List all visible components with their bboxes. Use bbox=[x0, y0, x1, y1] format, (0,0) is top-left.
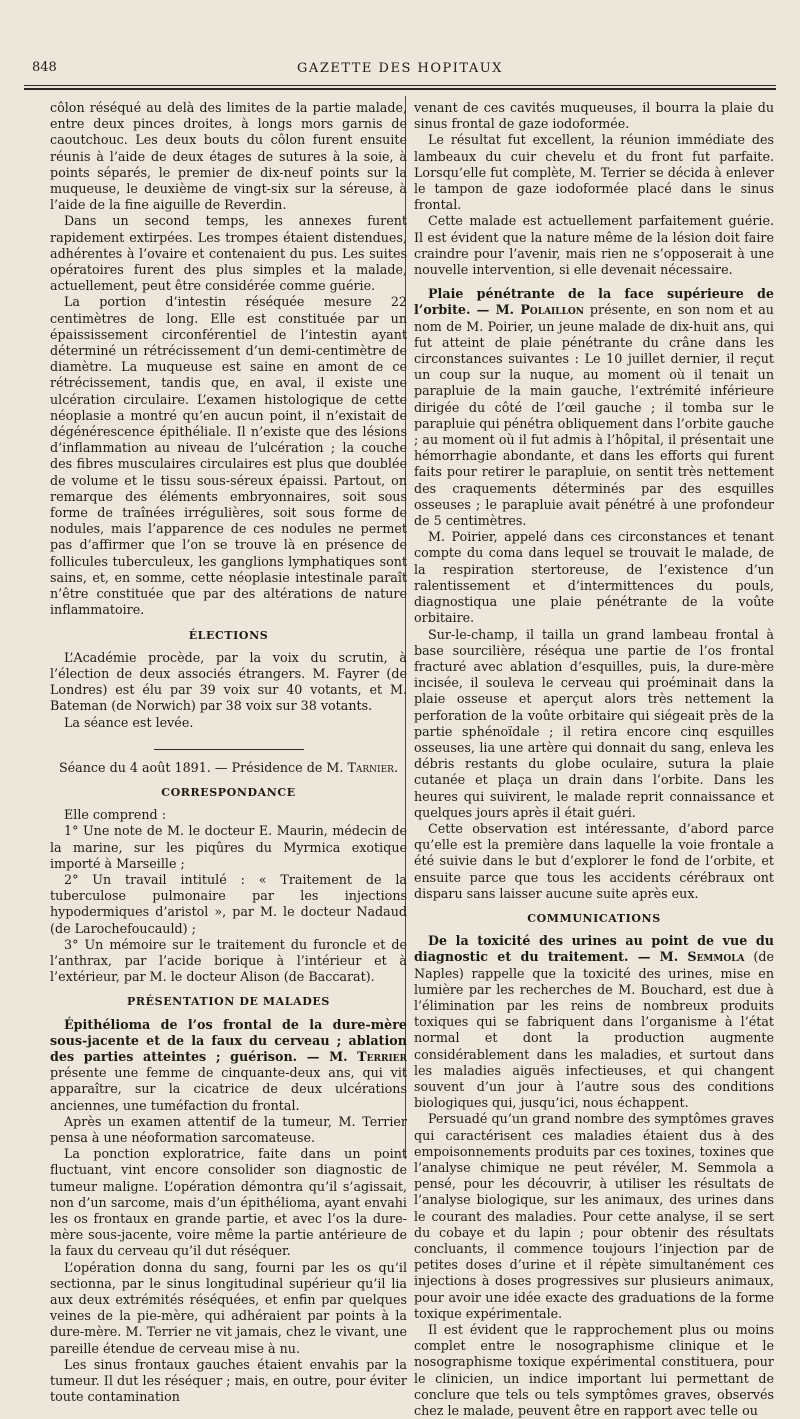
section-heading-presentation: PRÉSENTATION DE MALADES bbox=[127, 995, 330, 1009]
seance-date: Séance du 4 août 1891. — Présidence de M. bbox=[58, 759, 348, 775]
paragraph: L’opération donna du sang, fourni par les os qu’il sectionna, par le sinus longitudinal supérieur qu’il lia aux deux extrémités réséquées, et enfin par quelques veines de la pie-mère, qui adhéraient par points à la dure-mère. M. Terrier ne vit jamais, chez le vivant, une pareille étendue de cerveau mise à nu. bbox=[50, 1259, 407, 1356]
list-item: 3° Un mémoire sur le traitement du furoncle et de l’anthrax, par l’acide borique à l’intérieur et à l’extérieur, par M. le docteur Alison (de Baccarat). bbox=[50, 936, 407, 985]
article-heading: Plaie pénétrante de la face supérieure de l’orbite. — bbox=[414, 286, 774, 318]
paragraph: Les sinus frontaux gauches étaient envahis par la tumeur. Il dut les réséquer ; mais, en outre, pour éviter toute contamination bbox=[50, 1356, 407, 1405]
page-header bbox=[24, 60, 776, 86]
paragraph: La séance est levée. bbox=[64, 714, 194, 730]
article-heading: Épithélioma de l’os frontal de la dure-mère sous-jacente et de la faux du cerveau ; ablation des parties atteintes ; guérison. — bbox=[50, 1016, 407, 1064]
author-name: M. Semmola bbox=[659, 949, 745, 965]
paragraph: Après un examen attentif de la tumeur, M. Terrier pensa à une néoformation sarcomateuse. bbox=[50, 1113, 407, 1145]
seance-president: Tarnier. bbox=[347, 759, 398, 775]
paragraph: M. Poirier, appelé dans ces circonstances et tenant compte du coma dans lequel se trouvait le malade, de la respiration stertoreuse, de l’existence d’un ralentissement et d’intermittences du pouls, diagnostiqua une plaie pénétrante de la voûte orbitaire. bbox=[414, 529, 774, 626]
author-name: M. Terrier bbox=[329, 1048, 407, 1064]
header-rule-thin bbox=[24, 85, 776, 86]
paragraph: Dans un second temps, les annexes furent rapidement extirpées. Les trompes étaient distendues, adhérentes à l’ovaire et contenaient du pus. Les suites opératoires furent des plus simples et la malade, actuellement, peut être considérée comme guérie. bbox=[50, 213, 407, 294]
paragraph: La ponction exploratrice, faite dans un point fluctuant, vint encore consolider son diagnostic de tumeur maligne. L’opération démontra qu’il s’agissait, non d’un sarcome, mais d’un épithélioma, ayant envahi les os frontaux en grande partie, et avec l’os la dure-mère sous-jacente, voire même la partie antérieure de la faux du cerveau qu’il dut réséquer. bbox=[50, 1146, 407, 1259]
left-column bbox=[50, 100, 407, 1405]
journal-title: GAZETTE DES HOPITAUX bbox=[297, 61, 503, 76]
author-name: M. Polaillon bbox=[495, 302, 584, 318]
seance-line bbox=[50, 760, 407, 776]
paragraph: Sur-le-champ, il tailla un grand lambeau frontal à base sourcilière, réséqua une partie de l’os frontal fracturé avec ablation d’esquilles, puis, la dure-mère incisée, il souleva le cerveau qui proéminait dans la plaie osseuse et aperçut alors très nettement la perforation de la voûte orbitaire qui siégeait près de la partie sphénoïdale ; il retira encore cinq esquilles osseuses, lia une artère qui donnait du sang, enleva les débris restants du globe oculaire, sutura la plaie cutanée et plaça un drain dans l’orbite. Dans les heures qui suivirent, le malade reprit connaissance et quelques jours après il était guéri. bbox=[414, 626, 774, 820]
paragraph: Il est évident que le rapprochement plus ou moins complet entre le nosographisme clinique et le nosographisme toxique expérimental constituera, pour le clinicien, un indice important lui permettant de conclure que tels ou tels symptômes graves, observés chez le malade, peuvent être en rapport avec telle ou bbox=[414, 1322, 774, 1419]
section-heading-correspondance: CORRESPONDANCE bbox=[161, 785, 296, 799]
article-heading: De la toxicité des urines au point de vue du diagnostic et du traitement. — bbox=[414, 933, 774, 965]
paragraph: La portion d’intestin réséquée mesure 22 centimètres de long. Elle est constituée par un épaississement circonférentiel de l’intestin ayant déterminé un rétrécissement d’un demi-centimètre de diamètre. La muqueuse est saine en amont de ce rétrécissement, tandis que, en aval, il existe une ulcération circulaire. L’examen histologique de cette néoplasie a montré qu’en aucun point, il n’existait de dégénérescence épithéliale. Il n’existe que des lésions d’inflammation au niveau de l’ulcération ; la couche des fibres musculaires circulaires est plus que doublée de volume et le tissu sous-séreux épaissi. Partout, on remarque des éléments embryonnaires, soit sous forme de traînées irrégulières, soit sous forme de nodules, mais l’apparence de ces nodules ne permet pas d’affirmer que l’on se trouve là en présence de follicules tuberculeux, les ganglions lymphatiques sont sains, et, en somme, cette néoplasie intestinale paraît n’être constituée que par des altérations de nature inflammatoire. bbox=[50, 294, 407, 618]
section-heading-elections: ÉLECTIONS bbox=[188, 628, 269, 642]
paragraph: Cette observation est intéressante, d’abord parce qu’elle est la première dans laquelle la voie frontale a été suivie dans le but d’explorer le fond de l’orbite, et ensuite parce que tous les accidents cérébraux ont disparu sans laisser aucune suite après eux. bbox=[414, 820, 774, 901]
list-item: 2° Un travail intitulé : « Traitement de la tuberculose pulmonaire par les injections hypodermiques d’aristol », par M. le docteur Nadaud (de Larochefoucauld) ; bbox=[50, 871, 407, 936]
spacer bbox=[414, 278, 774, 286]
paragraph-text: présente, en son nom et au nom de M. Poirier, un jeune malade de dix-huit ans, qui fut atteint de plaie pénétrante du crâne dans les circonstances suivantes : Le 10 juillet dernier, il reçut un coup sur la nuque, au moment où il tenait un parapluie de la main gauche, l’extrémité inférieure dirigée du côté de l’œil gauche ; il tomba sur le parapluie qui pénétra obliquement dans l’orbite gauche ; au moment où il fut admis à l’hôpital, il présentait une hémorrhagie abondante, et dans les efforts qui furent faits pour retirer le parapluie, on sentit très nettement des craquements déterminés par des esquilles osseuses ; le parapluie avait pénétré à une profondeur de 5 centimètres. bbox=[414, 302, 774, 529]
paragraph: L’Académie procède, par la voix du scrutin, à l’élection de deux associés étrangers. M. Fayrer (de Londres) est élu par 39 voix sur 40 votants, et M. Bateman (de Norwich) par 38 voix sur 38 votants. bbox=[50, 649, 407, 714]
paragraph bbox=[414, 933, 774, 1111]
paragraph bbox=[50, 1017, 407, 1114]
page-number: 848 bbox=[32, 60, 57, 75]
paragraph: venant de ces cavités muqueuses, il bourra la plaie du sinus frontal de gaze iodoformée. bbox=[414, 100, 774, 132]
list-item: 1° Une note de M. le docteur E. Maurin, médecin de la marine, sur les piqûres du Myrmica exotique importé à Marseille ; bbox=[50, 823, 407, 871]
section-heading-communications: COMMUNICATIONS bbox=[527, 911, 661, 925]
paragraph: côlon réséqué au delà des limites de la partie malade, entre deux pinces droites, à longs mors garnis de caoutchouc. Les deux bouts du côlon furent ensuite réunis à l’aide de deux étages de sutures à la soie, à points séparés, le premier de dix-neuf points sur la muqueuse, le deuxième de vingt-six sur la séreuse, à l’aide de la fine aiguille de Reverdin. bbox=[50, 100, 407, 213]
paragraph: Elle comprend : bbox=[64, 807, 166, 823]
paragraph: Le résultat fut excellent, la réunion immédiate des lambeaux du cuir chevelu et du front fut parfaite. Lorsqu’elle fut complète, M. Terrier se décida à enlever le tampon de gaze iodoformée placé dans le sinus frontal. bbox=[414, 132, 774, 213]
paragraph-text: (de Naples) rappelle que la toxicité des urines, mise en lumière par les recherches de M. Bouchard, est due à l’élimination par les reins de nombreux produits toxiques qui se fabriquent dans l’organisme à l’état normal et dont la production augmente considérablement dans les maladies, et surtout dans les maladies aiguës infectieuses, et qui changent souvent d’un jour à l’autre sous des conditions biologiques qui, jusqu’ici, nous échappent. bbox=[414, 949, 774, 1111]
paragraph-text: présente une femme de cinquante-deux ans, qui vit apparaître, sur la cicatrice de deux ulcérations anciennes, une tuméfaction du frontal. bbox=[50, 1065, 407, 1113]
header-rule-thick bbox=[24, 88, 776, 90]
paragraph: Persuadé qu’un grand nombre des symptômes graves qui caractérisent ces maladies étaient dus à des empoisonnements produits par ces toxines, toxines que l’analyse chimique ne peut révéler, M. Semmola a pensé, pour les découvrir, à utiliser les résultats de l’analyse biologique, sur les animaux, des urines dans le courant des maladies. Pour cette analyse, il se sert du cobaye et du lapin ; pour obtenir des résultats concluants, il commence toujours l’injection par de petites doses d’urine et il répète simultanément ces injections à doses progressives sur plusieurs animaux, pour avoir une idée exacte des graduations de la forme toxique expérimentale. bbox=[414, 1111, 774, 1321]
section-separator bbox=[154, 749, 304, 750]
paragraph bbox=[414, 286, 774, 529]
right-column bbox=[414, 100, 774, 1419]
paragraph: Cette malade est actuellement parfaitement guérie. Il est évident que la nature même de la lésion doit faire craindre pour l’avenir, mais rien ne s’opposerait à une nouvelle intervention, si elle devenait nécessaire. bbox=[414, 213, 774, 278]
